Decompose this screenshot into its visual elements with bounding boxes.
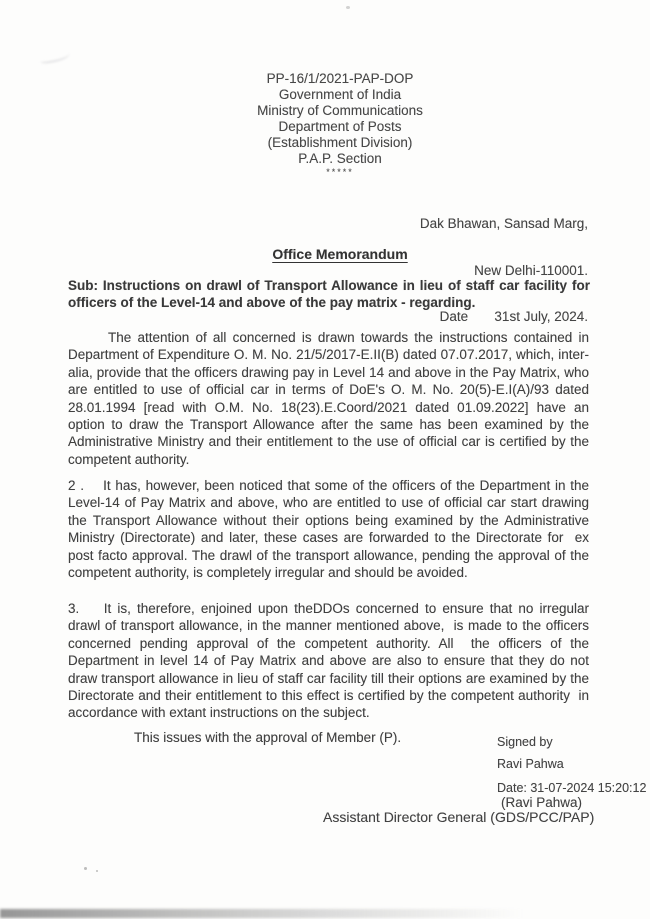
org-line-section: P.A.P. Section <box>298 151 382 166</box>
date-line: Date 31st July, 2024. <box>439 309 588 324</box>
signer-name-typed: (Ravi Pahwa) <box>501 795 583 810</box>
address-line-1: Dak Bhawan, Sansad Marg, <box>419 216 588 231</box>
org-line-department: Department of Posts <box>278 119 402 134</box>
digital-signature-stamp <box>497 732 650 800</box>
signer-name: Ravi Pahwa <box>497 756 564 771</box>
signed-by-label: Signed by <box>497 735 553 749</box>
memo-title <box>68 246 612 262</box>
scan-artifact <box>346 6 350 9</box>
signer-designation: Assistant Director General (GDS/PCC/PAP) <box>323 809 595 825</box>
org-line-ministry: Ministry of Communications <box>257 103 423 118</box>
memo-title-text: Office Memorandum <box>272 246 408 262</box>
signature-date: Date: 31-07-2024 15:20:12 <box>497 781 647 795</box>
star-separator: ***** <box>326 167 354 177</box>
scan-artifact <box>39 49 70 64</box>
scan-edge-shadow <box>0 909 540 918</box>
letterhead <box>68 71 612 177</box>
closing-line: This issues with the approval of Member (P). <box>134 730 402 745</box>
paragraph-3: 3. It is, therefore, enjoined upon theDDOs concerned to ensure that no irregular drawl of transport allowance, in the manner mentioned above, is made to the officers concerned pending approval of the competent authority. All the officers of the Department in level 14 of Pay Matrix and above are also to ensure that they do not draw transport allowance in lieu of staff car facility till their options are examined by the Directorate and their entitlement to this effect is certified by the competent authority in accordance with extant instructions on the subject. <box>68 601 589 721</box>
org-line-division: (Establishment Division) <box>267 135 413 150</box>
address-line-2: New Delhi-110001. <box>474 262 588 278</box>
scan-artifact <box>96 870 98 872</box>
scan-artifact <box>84 867 87 870</box>
reference-number: PP-16/1/2021-PAP-DOP <box>266 71 414 86</box>
org-line-government: Government of India <box>278 87 402 102</box>
paragraph-2: 2 . It has, however, been noticed that some of the officers of the Department in the Level-14 of Pay Matrix and above, who are entitled to use of official car start drawing the Transport Allowance without their options being examined by the Administrative Ministry (Directorate) and later, these cases are forwarded to the Directorate for ex post facto approval. The drawl of the transport allowance, pending the approval of the competent authority, is completely irregular and should be avoided. <box>68 478 589 581</box>
paragraph-1: The attention of all concerned is drawn towards the instructions contained in Department of Expenditure O. M. No. 21/5/2017-E.II(B) dated 07.07.2017, which, inter-alia, provide that the officers drawing pay in Level 14 and above in the Pay Matrix, who are entitled to use of official car in terms of DoE's O. M. No. 20(5)-E.I(A)/93 dated 28.01.1994 [read with O.M. No. 18(23).E.Coord/2021 dated 01.09.2022] have an option to draw the Transport Allowance after the same has been examined by the Administrative Ministry and their entitlement to the use of official car is certified by the competent authority. <box>68 330 589 467</box>
subject-line: Sub: Instructions on drawl of Transport Allowance in lieu of staff car facility for officers of the Level-14 and above of the pay matrix - regarding. <box>68 278 590 310</box>
